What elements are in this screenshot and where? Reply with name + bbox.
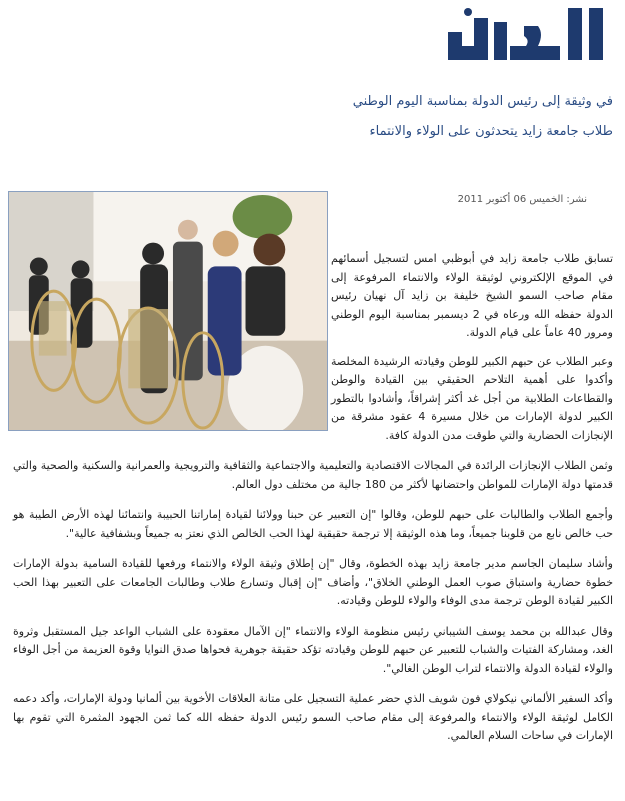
paragraph-3: وثمن الطلاب الإنجازات الرائدة في المجالات الاقتصادية والتعليمية والاجتماعية والثقافية والترويجية والعمرانية والسكنية والصحية والتي قدمتها دولة الإمارات للمواطن واحتضانها لأكثر من 180 جالية من مختلف دول العالم. [13,459,613,491]
paragraph-7: وأكد السفير الألماني نيكولاي فون شويف الذي حضر عملية التسجيل على متانة العلاقات الأخوية بين ألمانيا ودولة الإمارات، وأكد دعمه الكامل لوثيقة الولاء والانتماء والمرفوعة إلى مقام صاحب السمو رئيس الدولة حفظه الله كما ثمن الجهود المثمرة التي تقوم بها الإمارات في ساحات السلام العالمي. [13,692,613,742]
article-headline[interactable]: طلاب جامعة زايد يتحدثون على الولاء والانتماء [369,124,613,139]
paragraph-6: وقال عبدالله بن محمد يوسف الشيباني رئيس منظومة الولاء والانتماء "إن الآمال معقودة على الشباب الواعد جيل المستقبل وثروة الغد، ومشاركة الفتيات والشباب للتعبير عن حبهم للوطن وقيادته تؤكد حقيقة جوهرية فحواها صدق النوايا وقوة العزيمة من أجل الوفاء والولاء لقيادة الدولة والانتماء لتراب الوطن الغالي". [13,624,613,675]
paragraph-2: وعبر الطلاب عن حبهم الكبير للوطن وقيادته الرشيدة المخلصة وأكدوا على أهمية التلاحم الحقيقي بين القيادة والوطن والقطاعات الطلابية من أجل غد أكثر إشراقاً، وأشادوا بالتطور الكبير لدولة الإمارات من خلال مسيرة 4 عقود مشرقة من الإنجازات الحضارية والتي طوقت مدن الدولة كافة. [331,354,613,442]
publish-date: نشر: الخميس 06 أكتوبر 2011 [457,194,587,205]
newspaper-logo[interactable] [440,2,615,68]
article-kicker: في وثيقة إلى رئيس الدولة بمناسبة اليوم الوطني [352,94,613,109]
article-body [13,250,613,758]
paragraph-4: وأجمع الطلاب والطالبات على حبهم للوطن، وقالوا "إن التعبير عن حبنا وولائنا لقيادة إماراتنا الحبيبة وانتمائنا لهذه الأرض الطيبة هو حب خالص نابع من قلوبنا جميعاً، وما هذه الوثيقة إلا ترجمة حقيقية لهذا الحب الخالص الذي نعتز به جميعاً وبشفافية عالية". [13,508,613,540]
paragraph-1: تسابق طلاب جامعة زايد في أبوظبي امس لتسجيل أسمائهم في الموقع الإلكتروني لوثيقة الولاء والانتماء المرفوعة إلى مقام صاحب السمو الشيخ خليفة بن زايد آل نهيان رئيس الدولة حفظه الله ورعاه في 2 ديسمبر بمناسبة اليوم الوطني ومرور 40 عاماً على قيام الدولة. [331,252,613,339]
paragraph-5: وأشاد سليمان الجاسم مدير جامعة زايد بهذه الخطوة، وقال "إن إطلاق وثيقة الولاء والانتماء ورفعها للقيادة السامية بدولة الإمارات خطوة حضارية واستباق صوب العمل الوطني الخلاق"، وأضاف "إن إقبال وتسارع طلاب وطالبات الجامعات على التعبير بهذا الحب الكبير لقيادة الوطن ترجمة مدى الوفاء والولاء للوطن وقيادته. [13,557,613,607]
